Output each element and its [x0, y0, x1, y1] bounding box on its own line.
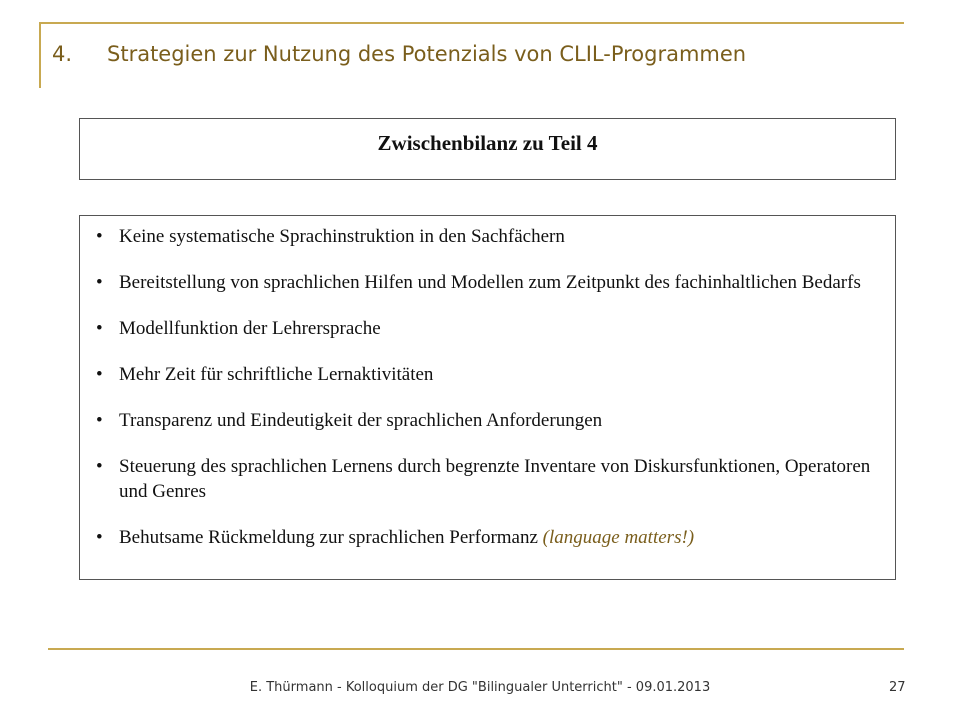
bullet-list-box	[79, 215, 896, 580]
footer-text: E. Thürmann - Kolloquium der DG "Bilingualer Unterricht" - 09.01.2013	[249, 680, 711, 695]
list-item-text: Modellfunktion der Lehrersprache	[119, 318, 381, 339]
list-item	[96, 270, 875, 295]
list-item	[96, 362, 875, 387]
bullet-icon: •	[96, 318, 103, 339]
bottom-rule	[48, 648, 904, 650]
top-rule	[40, 22, 904, 24]
box-heading: Zwischenbilanz zu Teil 4	[377, 131, 598, 155]
list-item	[96, 408, 875, 433]
list-item-text: Steuerung des sprachlichen Lernens durch begrenzte Inventare von Diskursfunktionen, Operatoren und Genres	[119, 456, 871, 502]
list-item	[96, 316, 875, 341]
list-item-text: Bereitstellung von sprachlichen Hilfen und Modellen zum Zeitpunkt des fachinhaltlichen Bedarfs	[119, 272, 861, 293]
bullet-icon: •	[96, 226, 103, 247]
list-item	[96, 454, 875, 504]
bullet-icon: •	[96, 527, 103, 548]
list-item	[96, 224, 875, 249]
slide-title	[52, 42, 746, 66]
heading-box	[79, 118, 896, 180]
list-item-text: Behutsame Rückmeldung zur sprachlichen Performanz	[119, 527, 543, 548]
bullet-icon: •	[96, 272, 103, 293]
list-item-text: Mehr Zeit für schriftliche Lernaktivitäten	[119, 364, 434, 385]
bullet-icon: •	[96, 456, 103, 477]
bullet-icon: •	[96, 364, 103, 385]
list-item-text: Transparenz und Eindeutigkeit der sprachlichen Anforderungen	[119, 410, 603, 431]
title-text: Strategien zur Nutzung des Potenzials von CLIL-Programmen	[107, 42, 747, 66]
list-item	[96, 525, 875, 550]
list-item-emphasis: (language matters!)	[542, 527, 695, 548]
left-rule	[39, 22, 41, 88]
bullet-list	[80, 216, 895, 550]
list-item-text: Keine systematische Sprachinstruktion in den Sachfächern	[119, 226, 565, 247]
section-number: 4.	[52, 42, 73, 66]
page-number: 27	[889, 680, 906, 695]
bullet-icon: •	[96, 410, 103, 431]
